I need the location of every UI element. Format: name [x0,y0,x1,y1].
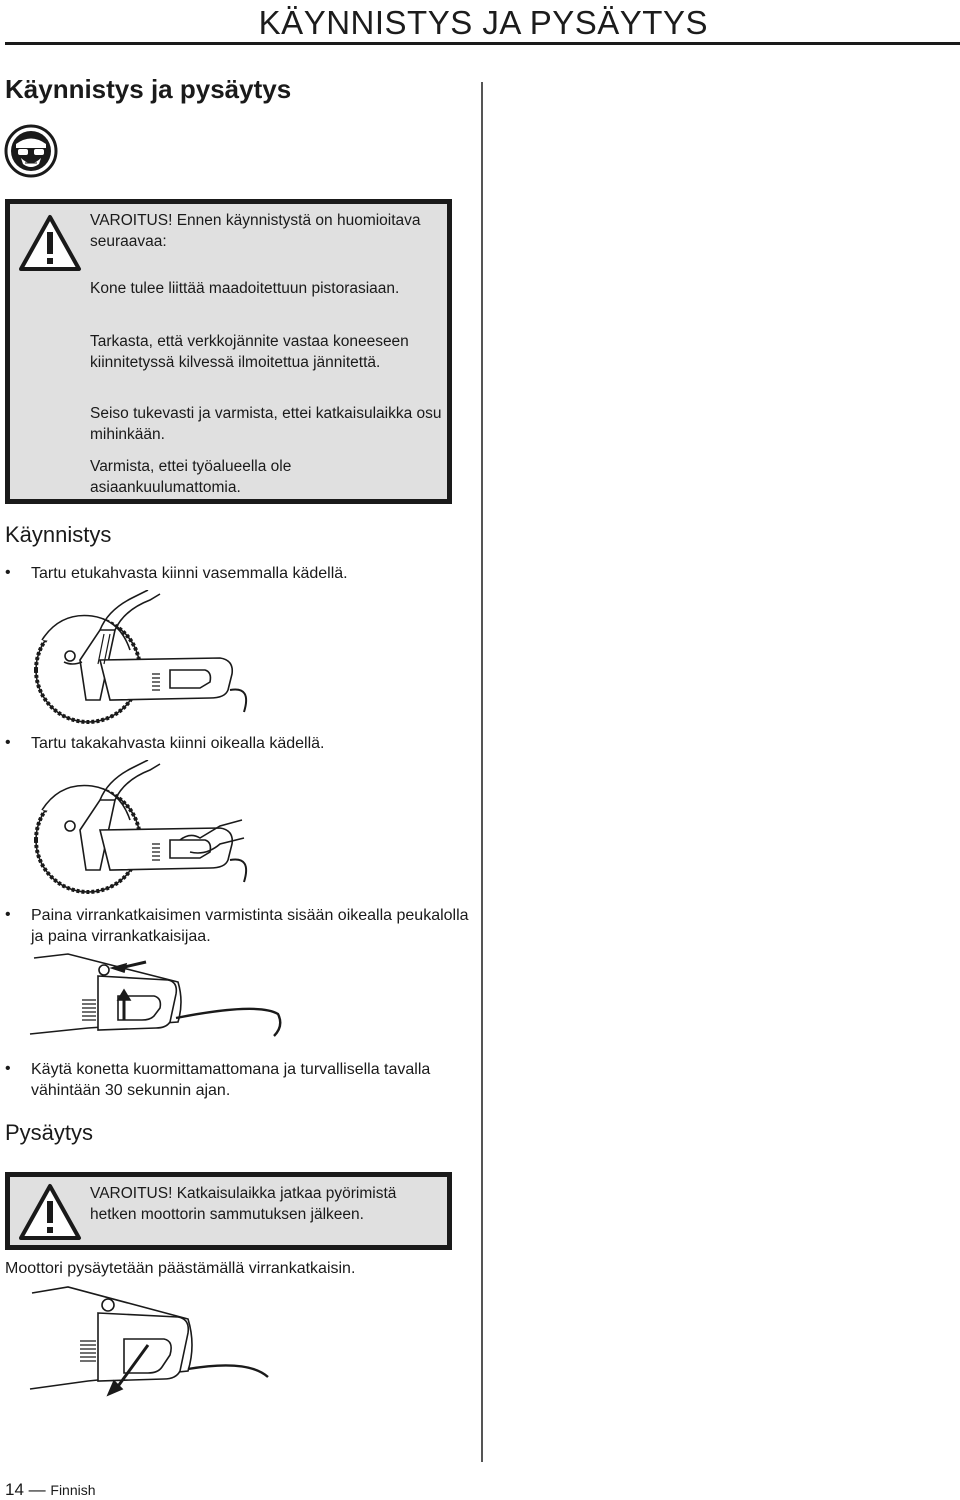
warning-box-stop [5,1172,452,1250]
page-number: 14 [5,1480,24,1499]
heading-starting: Käynnistys [5,522,112,547]
step-text: Paina virrankatkaisimen varmistinta sisään oikealla peukalolla ja paina virrankatkaisijaa. [31,907,469,945]
heading-stopping: Pysäytys [5,1120,94,1145]
illustration-front-handle [20,590,260,725]
bullet-icon: • [5,564,11,581]
warning-item: Kone tulee liittää maadoitettuun pistorasiaan. [90,280,400,297]
illustration-switch-lock [28,952,288,1042]
step-text: Tartu takakahvasta kiinni oikealla kädellä. [31,735,325,752]
warning-item: Seiso tukevasti ja varmista, ettei katkaisulaikka osu mihinkään. [90,405,442,443]
warning-item: Tarkasta, että verkkojännite vastaa koneeseen kiinnitetyssä kilvessä ilmoitettua jännitettä. [90,333,409,371]
header-rule [5,42,960,45]
page-footer [5,1480,96,1500]
step-item [5,733,475,757]
stop-instruction: Moottori pysäytetään päästämällä virrankatkaisin. [5,1260,356,1277]
warning-lead: VAROITUS! Ennen käynnistystä on huomioitava seuraavaa: [90,212,421,250]
protective-gear-icon [4,124,58,178]
section-title: Käynnistys ja pysäytys [5,74,292,104]
bullet-icon: • [5,1060,11,1077]
step-item [5,905,475,949]
warning-stop-text: VAROITUS! Katkaisulaikka jatkaa pyörimistä hetken moottorin sammutuksen jälkeen. [90,1185,397,1223]
page-header-title: KÄYNNISTYS JA PYSÄYTYS [258,4,708,41]
column-divider [481,82,483,1462]
illustration-rear-handle [20,760,260,895]
bullet-icon: • [5,734,11,751]
illustration-release-switch [28,1285,278,1400]
footer-dash: — [28,1480,46,1499]
warning-triangle-icon [18,214,82,272]
step-item [5,1059,475,1103]
bullet-icon: • [5,906,11,923]
step-item [5,563,475,587]
footer-language: Finnish [50,1482,96,1498]
step-text: Tartu etukahvasta kiinni vasemmalla kädellä. [31,565,348,582]
warning-item: Varmista, ettei työalueella ole asiaankuulumattomia. [90,458,292,496]
step-text: Käytä konetta kuormittamattomana ja turvallisella tavalla vähintään 30 sekunnin ajan. [31,1061,431,1099]
warning-triangle-icon [18,1183,82,1241]
warning-box-start [5,199,452,504]
